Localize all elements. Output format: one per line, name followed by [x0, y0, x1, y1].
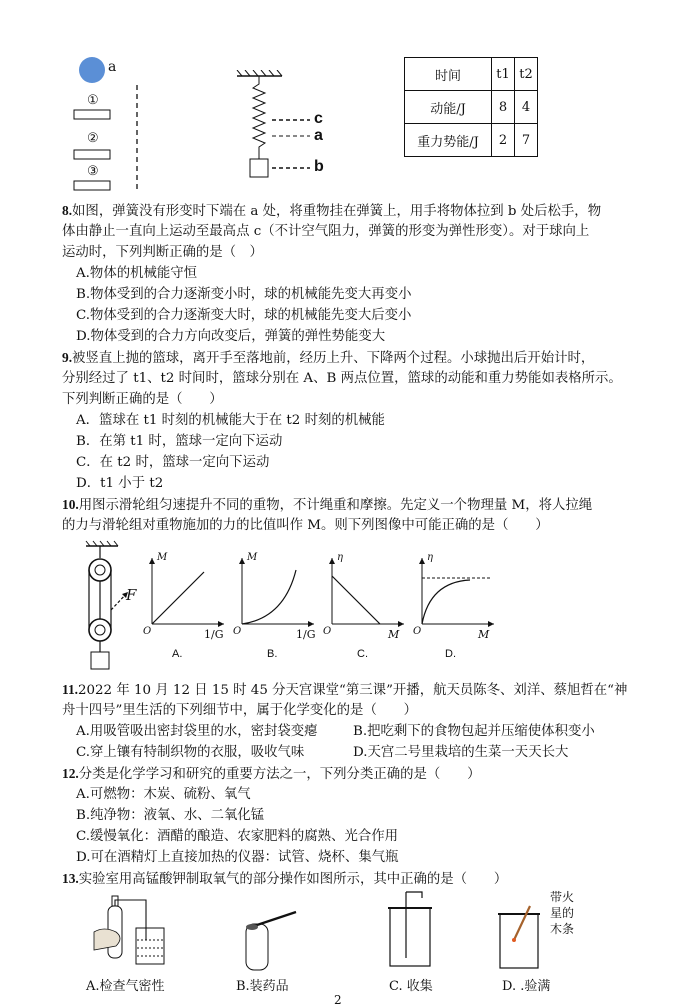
q9-line-3: 下列判断正确的是（ ）: [62, 392, 223, 407]
table-cell: 动能/J: [405, 91, 492, 124]
q8-number: 8.: [62, 203, 73, 218]
graph-d-ylabel: η: [427, 552, 433, 563]
graph-a-caption: A.: [172, 648, 183, 660]
q9-number: 9.: [62, 350, 73, 365]
plate-label-2: ②: [87, 131, 99, 146]
q12-option-a: A.可燃物：木炭、硫粉、氧气: [76, 787, 251, 802]
graph-d-caption: D.: [445, 648, 456, 660]
graph-c-ylabel: η: [337, 552, 343, 563]
stick-label-2: 星的: [550, 906, 575, 920]
apparatus-b: [236, 904, 316, 974]
spring-label-c: c: [314, 110, 323, 127]
q11-option-a: A.用吸管吸出密封袋里的水，密封袋变瘪: [76, 724, 318, 739]
q9-line-1: 9.被竖直上抛的篮球，离开手至落地前，经历上升、下降两个过程。小球抛出后开始计时，: [62, 350, 595, 366]
graph-a-origin: O: [143, 626, 152, 637]
table-cell: 7: [515, 124, 538, 157]
apparatus-a: [86, 892, 176, 972]
q11-line-2: 舟十四号”里生活的下列细节中，属于化学变化的是（ ）: [62, 703, 417, 718]
stick-label-1: 带火: [550, 890, 575, 904]
caption-a: A.检查气密性: [86, 979, 165, 994]
spring-label-a: a: [314, 127, 323, 144]
q12-line-1: 12.分类是化学学习和研究的重要方法之一，下列分类正确的是（ ）: [62, 766, 481, 782]
apparatus-c: [384, 888, 444, 970]
table-row: [405, 58, 538, 91]
apparatus-d: [494, 900, 554, 970]
q12-option-d: D.可在酒精灯上直接加热的仪器：试管、烧杯、集气瓶: [76, 850, 399, 865]
pulley-force-label: F: [126, 586, 137, 604]
graph-a-xlabel: 1/G: [204, 628, 224, 641]
energy-table: [404, 57, 538, 157]
graph-c-origin: O: [323, 626, 332, 637]
graph-b-caption: B.: [267, 648, 278, 660]
graph-d-xlabel: M: [478, 628, 490, 641]
graph-d-origin: O: [413, 626, 422, 637]
graph-c-xlabel: M: [388, 628, 400, 641]
q11-option-c: C.穿上镶有特制织物的衣服，吸收气味: [76, 745, 305, 760]
q11-option-d: D.天宫二号里栽培的生菜一天天长大: [353, 745, 569, 760]
q13-number: 13.: [62, 871, 79, 886]
plate-label-1: ①: [87, 93, 99, 108]
caption-c: C. 收集: [389, 979, 433, 994]
q8-option-d: D.物体受到的合力方向改变后，弹簧的弹性势能变大: [76, 329, 386, 344]
stick-label-3: 木条: [550, 922, 575, 936]
q12-number: 12.: [62, 766, 79, 781]
q11-option-b: B.把吃剩下的食物包起并压缩使体积变小: [353, 724, 595, 739]
graph-a-ylabel: M: [157, 552, 168, 563]
caption-b: B.装药品: [236, 979, 289, 994]
graph-b-ylabel: M: [247, 552, 258, 563]
q12-option-b: B.纯净物：液氧、水、二氧化锰: [76, 808, 265, 823]
spring-figure: [232, 70, 312, 185]
spring-label-b: b: [314, 158, 324, 175]
ball-plates-figure: [66, 50, 146, 195]
q13-line-1: 13.实验室用高锰酸钾制取氧气的部分操作如图所示，其中正确的是（ ）: [62, 871, 508, 887]
q9-option-a: A．篮球在 t1 时刻的机械能大于在 t2 时刻的机械能: [76, 413, 385, 428]
table-header: 时间: [405, 58, 492, 91]
q11-number: 11.: [62, 682, 78, 697]
caption-d: D. .验满: [502, 979, 551, 994]
q10-line-2: 的力与滑轮组对重物施加的力的比值叫作 M。则下列图像中可能正确的是（ ）: [62, 518, 549, 533]
q8-option-b: B.物体受到的合力逐渐变小时，球的机械能先变大再变小: [76, 287, 412, 302]
table-cell: 8: [492, 91, 515, 124]
table-cell: 2: [492, 124, 515, 157]
q9-option-d: D．t1 小于 t2: [76, 476, 164, 491]
q8-option-c: C.物体受到的合力逐渐变大时，球的机械能先变大后变小: [76, 308, 412, 323]
graph-b-origin: O: [233, 626, 242, 637]
q9-line-2: 分别经过了 t1、t2 时间时，篮球分别在 A、B 两点位置，篮球的动能和重力势能如表格所示。: [62, 371, 622, 386]
ball: [79, 57, 105, 83]
table-cell: 4: [515, 91, 538, 124]
plate-label-3: ③: [87, 164, 99, 179]
table-row: [405, 124, 538, 157]
table-cell: 重力势能/J: [405, 124, 492, 157]
page-number: 2: [334, 993, 342, 1007]
graph-b-xlabel: 1/G: [296, 628, 316, 641]
table-header: t2: [515, 58, 538, 91]
graph-c-caption: C.: [357, 648, 368, 660]
q9-option-b: B．在第 t1 时，篮球一定向下运动: [76, 434, 283, 449]
q9-option-c: C．在 t2 时，篮球一定向下运动: [76, 455, 270, 470]
q8-line-3: 运动时，下列判断正确的是（ ）: [62, 245, 263, 260]
q10-line-1: 10.用图示滑轮组匀速提升不同的重物，不计绳重和摩擦。先定义一个物理量 M，将人拉绳: [62, 497, 593, 513]
q8-line-2: 体由静止一直向上运动至最高点 c（不计空气阻力，弹簧的形变为弹性形变）。对于球向上: [62, 224, 590, 239]
table-header: t1: [492, 58, 515, 91]
q10-number: 10.: [62, 497, 79, 512]
pulley-figure: [78, 540, 140, 675]
q8-option-a: A.物体的机械能守恒: [76, 266, 198, 281]
ball-label: a: [108, 59, 117, 75]
q12-option-c: C.缓慢氧化：酒醋的酿造、农家肥料的腐熟、光合作用: [76, 829, 399, 844]
q11-line-1: 11.2022 年 10 月 12 日 15 时 45 分天宫课堂“第三课”开播，航天员陈冬、刘洋、蔡旭哲在“神: [62, 682, 628, 698]
table-row: [405, 91, 538, 124]
q8-line-1: 8.如图，弹簧没有形变时下端在 a 处，将重物挂在弹簧上，用手将物体拉到 b 处后松手，物: [62, 203, 602, 219]
